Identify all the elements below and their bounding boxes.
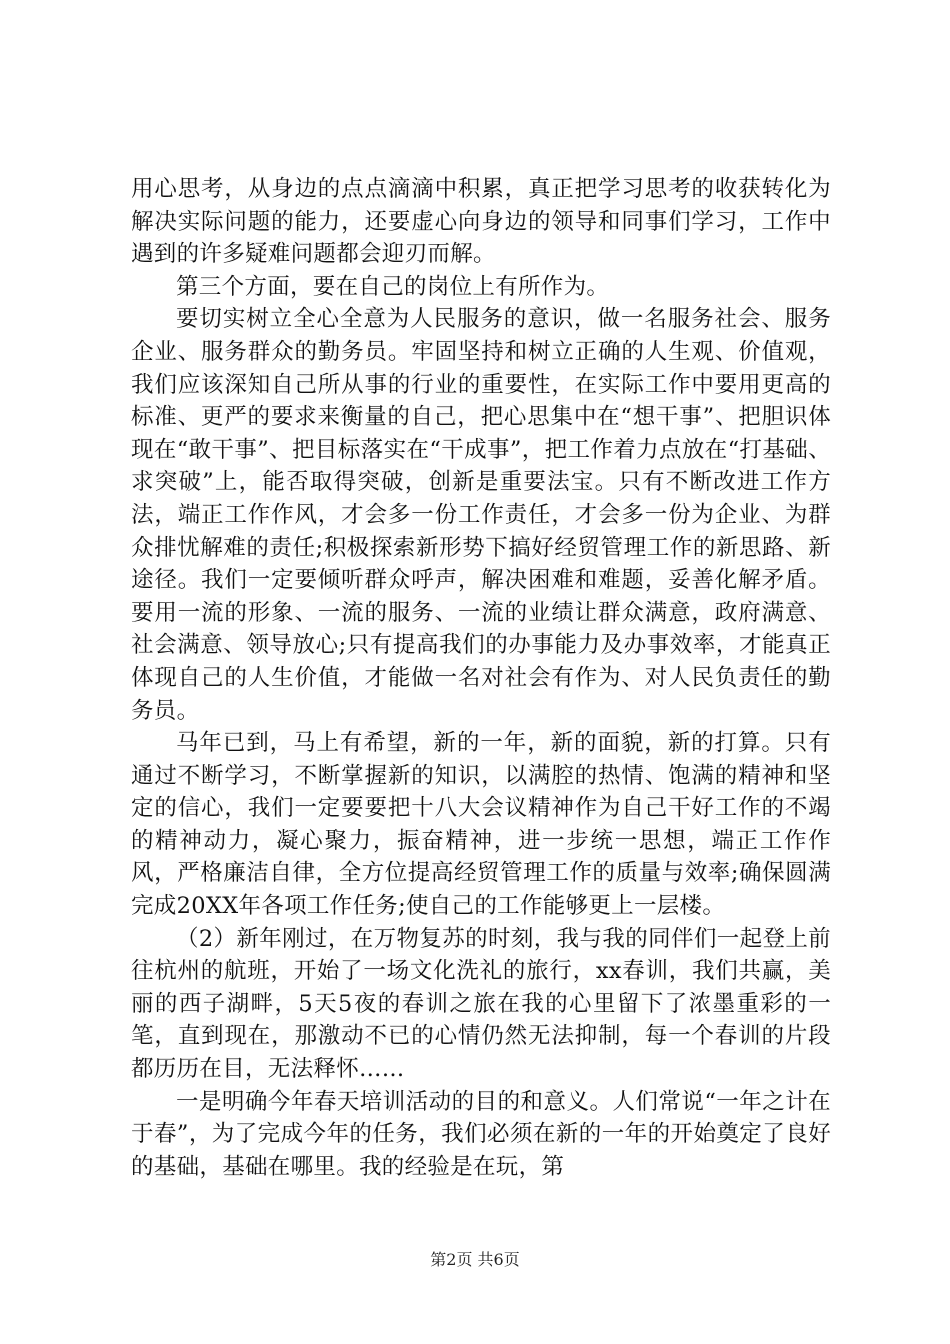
paragraph: 第三个方面，要在自己的岗位上有所作为。: [176, 273, 610, 300]
body-text: [131, 173, 831, 1183]
paragraph: 用心思考，从身边的点点滴滴中积累，真正把学习思考的收获转化为解决实际问题的能力，还要虚心向身边的领导和同事们学习，工作中遇到的许多疑难问题都会迎刃而解。: [131, 176, 831, 268]
paragraph: （2）新年刚过，在万物复苏的时刻，我与我的同伴们一起登上前往杭州的航班，开始了一场文化洗礼的旅行，xx春训，我们共赢，美丽的西子湖畔，5天5夜的春训之旅在我的心里留下了浓墨重彩的一笔，直到现在，那激动不已的心情仍然无法抑制，每一个春训的片段都历历在目，无法释怀……: [131, 925, 831, 1083]
page-number-footer: 第2页 共6页: [430, 1250, 520, 1269]
paragraph: 一是明确今年春天培训活动的目的和意义。人们常说“一年之计在于春”，为了完成今年的任务，我们必须在新的一年的开始奠定了良好的基础，基础在哪里。我的经验是在玩，第: [131, 1088, 831, 1180]
paragraph: 要切实树立全心全意为人民服务的意识，做一名服务社会、服务企业、服务群众的勤务员。牢固坚持和树立正确的人生观、价值观，我们应该深知自己所从事的行业的重要性，在实际工作中要用更高的标准、更严的要求来衡量的自己，把心思集中在“想干事”、把胆识体现在“敢干事”、把目标落实在“干成事”，把工作着力点放在“打基础、求突破”上，能否取得突破，创新是重要法宝。只有不断改进工作方法，端正工作作风，才会多一份工作责任，才会多一份为企业、为群众排忧解难的责任;积极探索新形势下搞好经贸管理工作的新思路、新途径。我们一定要倾听群众呼声，解决困难和难题，妥善化解矛盾。要用一流的形象、一流的服务、一流的业绩让群众满意，政府满意、社会满意、领导放心;只有提高我们的办事能力及办事效率，才能真正体现自己的人生价值，才能做一名对社会有作为、对人民负责任的勤务员。: [131, 306, 831, 724]
paragraph: 马年已到，马上有希望，新的一年，新的面貌，新的打算。只有通过不断学习，不断掌握新的知识，以满腔的热情、饱满的精神和坚定的信心，我们一定要要把十八大会议精神作为自己干好工作的不竭的精神动力，凝心聚力，振奋精神，进一步统一思想，端正工作作风，严格廉洁自律，全方位提高经贸管理工作的质量与效率;确保圆满完成20XX年各项工作任务;使自己的工作能够更上一层楼。: [131, 730, 831, 920]
